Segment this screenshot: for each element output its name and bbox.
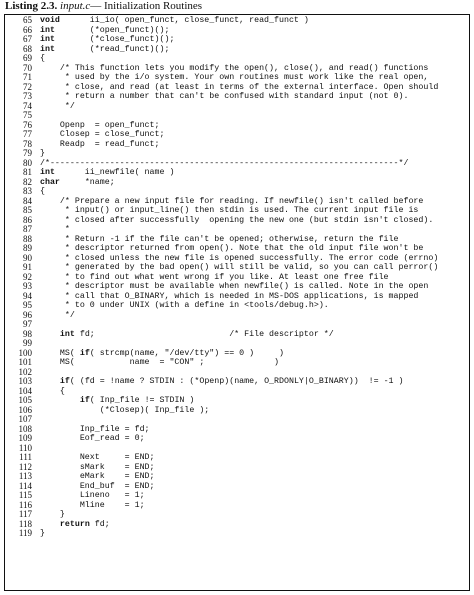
code-line	[5, 387, 469, 397]
code-text: * descriptor must be available when newfile() is called. Note in the open	[40, 282, 429, 291]
line-number: 86	[23, 214, 32, 225]
code-line	[5, 235, 469, 245]
code-line	[5, 225, 469, 235]
code-line	[5, 292, 469, 302]
line-number: 104	[18, 385, 32, 396]
code-text: int fd; /* File descriptor */	[59, 329, 334, 339]
line-number: 75	[23, 110, 32, 120]
code-text: * to 0 under UNIX (with a define in <tools/debug.h>).	[40, 301, 329, 310]
line-number: 108	[18, 423, 32, 434]
line-number: 72	[23, 81, 32, 92]
line-number: 87	[23, 224, 32, 234]
code-text: * generated by the bad open() will still be valid, so you can call perror()	[40, 263, 439, 272]
code-line	[5, 35, 469, 45]
code-line	[5, 330, 469, 340]
code-listing	[5, 16, 469, 539]
line-number: 118	[18, 518, 32, 529]
code-text: {	[40, 187, 45, 196]
code-line	[5, 73, 469, 83]
line-number: 96	[23, 309, 32, 320]
code-text: *	[40, 225, 70, 234]
code-line	[5, 472, 469, 482]
code-text: * used by the i/o system. Your own routines must work like the real open,	[40, 73, 429, 82]
line-number: 102	[18, 366, 32, 377]
code-text: sMark = END;	[40, 462, 155, 472]
code-text: if( Inp_file != STDIN )	[79, 396, 195, 405]
code-text: int ii_newfile( name )	[40, 168, 175, 177]
code-text: * close, and read (at least in terms of the external interface. Open should	[40, 82, 439, 92]
code-line	[5, 510, 469, 520]
code-line	[5, 482, 469, 492]
code-text: */	[40, 101, 75, 111]
line-number: 83	[23, 186, 32, 196]
code-text: Mline = 1;	[40, 500, 145, 510]
code-line	[5, 491, 469, 501]
code-line	[5, 311, 469, 321]
code-line	[5, 92, 469, 102]
code-text: MS( if( strcmp(name, "/dev/tty") == 0 ) )	[40, 348, 284, 358]
line-number: 98	[23, 328, 32, 339]
line-number: 94	[23, 290, 32, 301]
line-number: 78	[23, 138, 32, 149]
code-text: Openp = open_funct;	[40, 120, 160, 130]
line-number: 77	[23, 129, 32, 139]
line-number: 65	[23, 15, 32, 25]
code-line	[5, 339, 469, 349]
code-line	[5, 406, 469, 416]
listing-number: Listing 2.3.	[5, 0, 58, 12]
code-text: eMark = END;	[40, 472, 155, 481]
code-line	[5, 377, 469, 387]
line-number: 117	[18, 509, 32, 519]
line-number: 103	[18, 376, 32, 386]
code-line	[5, 244, 469, 254]
listing-frame	[4, 14, 470, 591]
code-line	[5, 83, 469, 93]
code-line	[5, 415, 469, 425]
code-text: Lineno = 1;	[40, 491, 145, 500]
line-number: 107	[18, 414, 32, 424]
code-text: * input() or input_line() then stdin is used. The current input file is	[40, 206, 419, 215]
code-line	[5, 358, 469, 368]
code-line	[5, 178, 469, 188]
code-text: * closed unless the new file is opened successfully. The error code (errno)	[40, 253, 439, 263]
code-text: (*Closep)( Inp_file );	[40, 405, 210, 415]
code-line	[5, 263, 469, 273]
code-text: End_buf = END;	[40, 481, 155, 491]
code-text: {	[40, 386, 65, 396]
code-text: }	[40, 149, 45, 158]
code-line	[5, 425, 469, 435]
code-line	[5, 197, 469, 207]
line-number: 90	[23, 252, 32, 263]
code-text: /*----------------------------------------------------------------------*/	[40, 158, 409, 168]
code-line	[5, 501, 469, 511]
code-line	[5, 529, 469, 539]
code-line	[5, 149, 469, 159]
code-line	[5, 463, 469, 473]
code-text: Closep = close_funct;	[40, 130, 165, 139]
code-line	[5, 168, 469, 178]
code-line	[5, 26, 469, 36]
code-line	[5, 216, 469, 226]
code-line	[5, 349, 469, 359]
line-number: 85	[23, 205, 32, 215]
code-text: char *name;	[40, 177, 115, 187]
code-text: /* This function lets you modify the open(), close(), and read() functions	[40, 63, 429, 73]
line-number: 93	[23, 281, 32, 291]
code-text: Readp = read_funct;	[40, 139, 160, 149]
code-text: * Return -1 if the file can't be opened; otherwise, return the file	[40, 234, 399, 244]
code-line	[5, 206, 469, 216]
code-line	[5, 254, 469, 264]
line-number: 109	[18, 433, 32, 443]
code-text: MS( name = "CON" ; )	[40, 358, 279, 367]
code-line	[5, 434, 469, 444]
code-line	[5, 54, 469, 64]
line-number: 73	[23, 91, 32, 101]
code-line	[5, 301, 469, 311]
code-line	[5, 159, 469, 169]
code-text: * return a number that can't be confused with standard input (not 0).	[40, 92, 409, 101]
line-number: 79	[23, 148, 32, 158]
line-number: 113	[18, 471, 32, 481]
line-number: 106	[18, 404, 32, 415]
line-number: 84	[23, 195, 32, 206]
code-text: void ii_io( open_funct, close_funct, read_funct )	[40, 16, 309, 25]
code-line	[5, 273, 469, 283]
code-text: {	[40, 54, 45, 63]
code-line	[5, 520, 469, 530]
line-number: 105	[18, 395, 32, 405]
line-number: 95	[23, 300, 32, 310]
code-text: */	[40, 310, 75, 320]
code-text: * closed after successfully opening the new one (but stdin isn't closed).	[40, 215, 434, 225]
code-text: }	[40, 510, 65, 519]
line-number: 111	[19, 452, 32, 462]
line-number: 80	[23, 157, 32, 168]
code-line	[5, 140, 469, 150]
code-line	[5, 453, 469, 463]
line-number: 67	[23, 34, 32, 44]
line-number: 71	[23, 72, 32, 82]
code-line	[5, 111, 469, 121]
code-text: Next = END;	[40, 453, 155, 462]
code-text: * descriptor returned from open(). Note that the old input file won't be	[40, 244, 424, 253]
line-number: 119	[18, 528, 32, 538]
code-text: Inp_file = fd;	[40, 424, 150, 434]
line-number: 99	[23, 338, 32, 348]
line-number: 69	[23, 53, 32, 63]
listing-title: — Initialization Routines	[90, 0, 203, 12]
code-text: int (*close_funct)();	[40, 35, 175, 44]
code-text: }	[40, 529, 45, 538]
code-line	[5, 282, 469, 292]
code-line	[5, 368, 469, 378]
line-number: 70	[23, 62, 32, 73]
code-line	[5, 320, 469, 330]
listing-file: input.c	[60, 0, 91, 12]
code-line	[5, 16, 469, 26]
line-number: 68	[23, 43, 32, 54]
code-line	[5, 396, 469, 406]
code-line	[5, 130, 469, 140]
code-text: if( (fd = !name ? STDIN : (*Openp)(name, O_RDONLY|O_BINARY)) != -1 )	[59, 377, 404, 386]
code-text: * call that O_BINARY, which is needed in MS-DOS applications, is mapped	[40, 291, 419, 301]
line-number: 97	[23, 319, 32, 329]
line-number: 74	[23, 100, 32, 111]
line-number: 116	[18, 499, 32, 510]
code-text: /* Prepare a new input file for reading. If newfile() isn't called before	[40, 196, 424, 206]
line-number: 91	[23, 262, 32, 272]
line-number: 115	[18, 490, 32, 500]
code-line	[5, 121, 469, 131]
line-number: 89	[23, 243, 32, 253]
line-number: 112	[18, 461, 32, 472]
listing-caption	[5, 0, 202, 13]
code-line	[5, 45, 469, 55]
line-number: 76	[23, 119, 32, 130]
code-text: int (*open_funct)();	[40, 25, 170, 35]
code-line	[5, 187, 469, 197]
code-text: Eof_read = 0;	[40, 434, 145, 443]
line-number: 82	[23, 176, 32, 187]
line-number: 88	[23, 233, 32, 244]
code-line	[5, 444, 469, 454]
code-text: int (*read_funct)();	[40, 44, 170, 54]
line-number: 81	[23, 167, 32, 177]
line-number: 114	[18, 480, 32, 491]
line-number: 100	[18, 347, 32, 358]
code-line	[5, 64, 469, 74]
line-number: 101	[18, 357, 32, 367]
code-line	[5, 102, 469, 112]
code-text: return fd;	[59, 519, 110, 529]
line-number: 110	[18, 442, 32, 453]
line-number: 66	[23, 24, 32, 35]
code-text: * to find out what went wrong if you like. At least one free file	[40, 272, 389, 282]
line-number: 92	[23, 271, 32, 282]
